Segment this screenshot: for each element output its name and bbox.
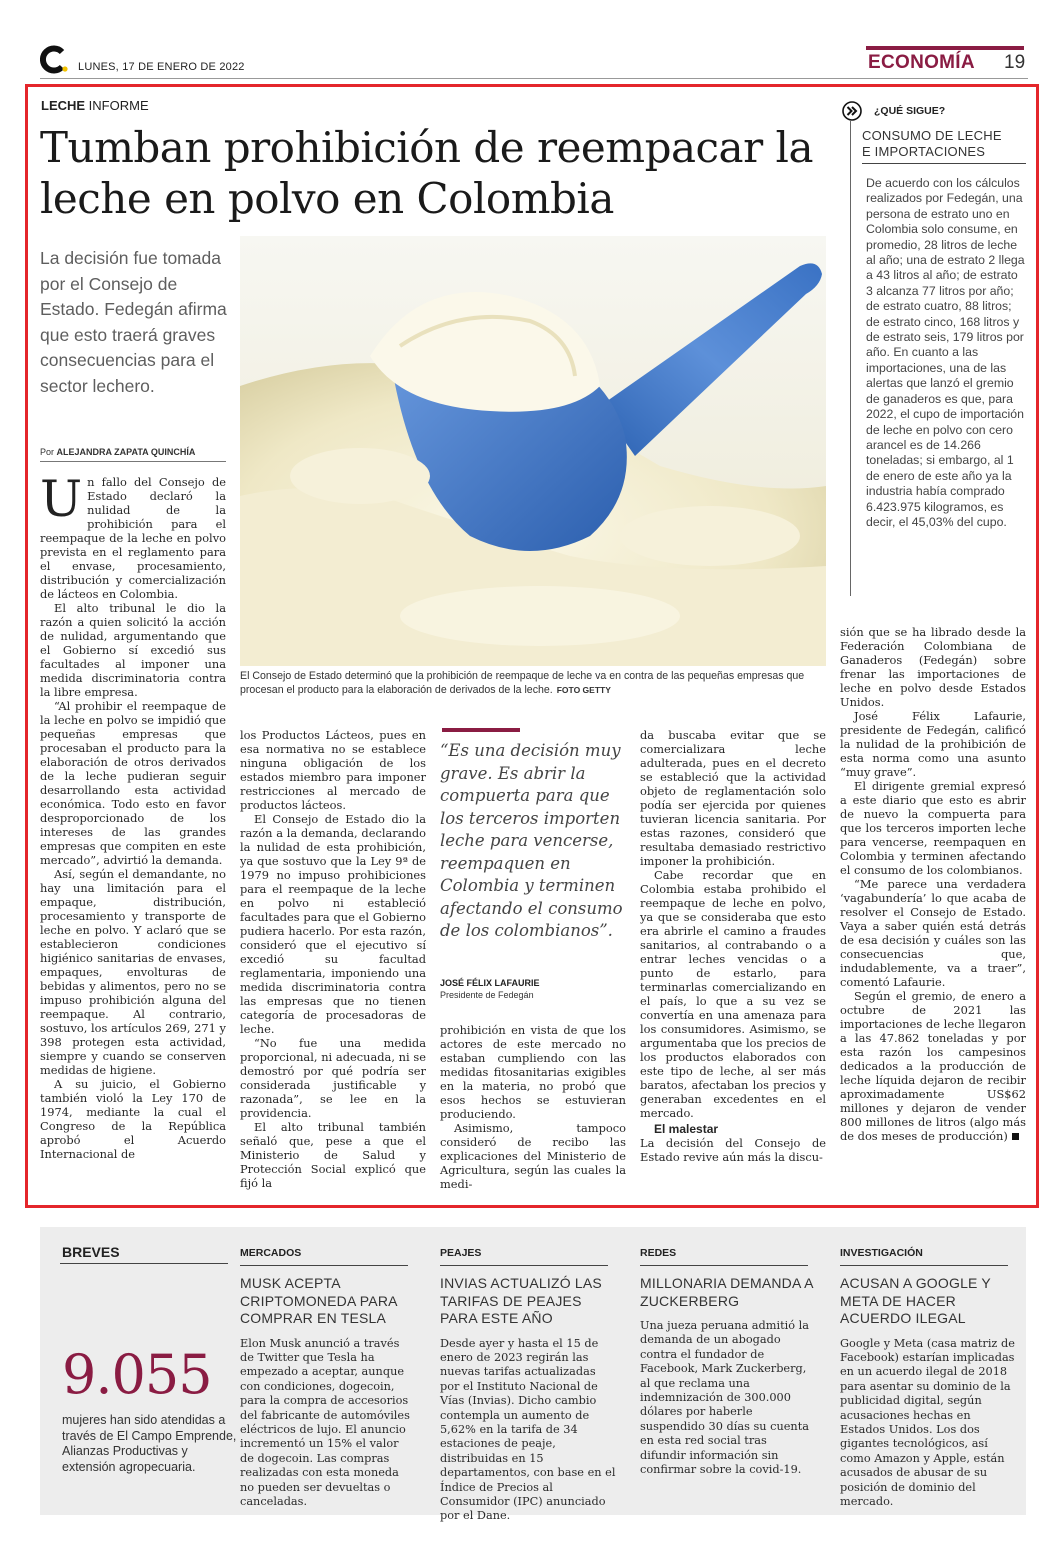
brief-title: INVIAS ACTUALIZÓ LAS TARIFAS DE PEAJES PARA ESTE AÑO [440,1275,602,1326]
article-paragraph: “Me parece una verdadera ‘vagabundería’ lo que acaba de resolver el Consejo de Estado. Vaya a saber quién está detrás de esa decisión y cuáles son las consecuencias que, indudablemente, va a traer”, comentó Lafaurie. [840,877,1026,989]
breves-label: BREVES [62,1244,120,1260]
kicker-topic: LECHE [41,98,86,113]
sidebar-topic-line-1: CONSUMO DE LECHE [862,128,1002,143]
brief-redes [640,1247,816,1477]
brief-title: ACUSAN A GOOGLE Y META DE HACER ACUERDO ILEGAL [840,1275,991,1326]
brief-peajes [440,1247,616,1524]
article-subhead: El malestar [654,1122,719,1136]
brief-text: Una jueza peruana admitió la demanda de un abogado contra el fundador de Facebook, Mark Zuckerberg, al que reclama una indemnización de 300.000 dólares por haberle suspendido 30 días su cuenta en esta red social tras difundir información sin confirmar sobre la covid-19. [640,1319,809,1477]
brief-mercados [240,1247,416,1509]
pull-quote-author: JOSÉ FÉLIX LAFAURIE [440,978,540,988]
article-column-5 [840,625,1026,1143]
article-paragraph: A su juicio, el Gobierno también violó la Ley 170 de 1974, mediante la cual el Congreso de la República aprobó el Acuerdo Internacional de [40,1077,226,1161]
article-deck: La decisión fue tomada por el Consejo de Estado. Fedegán afirma que esto traerá graves consecuencias para el sector lechero. [40,248,227,396]
article-byline [40,447,226,462]
article-paragraph: El alto tribunal le dio la razón a quien solicitó la acción de nulidad, argumentando que el Gobierno sí excedió sus facultades al imponer una medida discriminatoria contra la libre empresa. [40,601,226,699]
brief-text: Elon Musk anunció a través de Twitter que Tesla ha empezado a aceptar, aunque con condiciones, dogecoin, para la compra de accesorios del fabricante de automóviles eléctricos de lujo. El anuncio incrementó un 15% el valor de dogecoin. Las compras realizadas con esta moneda no pueden ser devueltas o canceladas. [240,1336,410,1508]
sidebar-body: De acuerdo con los cálculos realizados por Fedegán, una persona de estrato uno en Colombia solo consume, en promedio, 28 litros de leche al año; una de estrato 2 llega a 43 litros al año; de estrato 3 alcanza 77 litros por año; de estrato cuatro, 88 litros; de estrato cinco, 168 litros y de estrato seis, 179 litros por año. En cuanto a las importaciones, una de las alertas que lanzó el gremio de ganaderos es que, para 2022, el cupo de importación de leche en polvo con cero arancel es de 14.266 toneladas; si embargo, al 1 de enero de este año ya la industria había comprado 6.423.975 kilogramos, es decir, el 45,03% del cupo. [866,176,1025,529]
drop-cap: U [40,470,83,528]
sidebar-topic-rule [862,163,1026,164]
newspaper-logo-icon [40,44,70,74]
sidebar-topic [862,128,1002,160]
article-paragraph: El Consejo de Estado dio la razón a la demanda, declarando la nulidad de esta prohibición, ya que sostuvo que la Ley 9ª de 1979 no impuso prohibiciones para el reempaque de la leche en polvo ni estableció facultades para que el Gobierno pudiera hacerlo. Por esta razón, consideró que el ejecutivo sí excedió su facultad reglamentaria, imponiendo una medida discriminatoria contra las empresas que no tienen categoría de procesadoras de leche. [240,812,426,1036]
end-of-article-mark [1012,1133,1019,1140]
article-paragraph: da buscaba evitar que se comercializara leche adulterada, pues en el decreto se estableció que la actividad objeto de reglamentación solo podía ser ejercida por quienes tuvieran licencia sanitaria. Por estas razones, consideró que resultaba demasiado restrictivo imponer la prohibición. [640,728,826,868]
breves-rule [60,1263,228,1264]
byline-prefix: Por [40,447,57,457]
article-column-3 [440,1023,626,1191]
article-paragraph: sión que se ha librado desde la Federación Colombiana de Ganaderos (Fedegán) sobre frenar las importaciones de leche en polvo desde Estados Unidos. [840,625,1026,709]
breves-stat-number: 9.055 [62,1343,212,1406]
brief-category-rule [640,1265,808,1266]
photo-credit: FOTO GETTY [556,685,611,695]
breves-stat-caption: mujeres han sido atendidas a través de El Campo Emprende, Alianzas Productivas y extensión agropecuaria. [62,1413,237,1474]
article-paragraph: Un fallo del Consejo de Estado declaró la nulidad de la prohibición para el reempaque de la leche en polvo prevista en el reglamento para el envase, procesamiento, distribución y comercialización de lácteos en Colombia. [40,470,226,601]
pull-quote-role: Presidente de Fedegán [440,990,534,1000]
brief-title: MILLONARIA DEMANDA A ZUCKERBERG [640,1275,813,1309]
brief-category-rule [440,1265,608,1266]
article-paragraph: El alto tribunal también señaló que, pese a que el Ministerio de Salud y Protección Social explicó que fijó la [240,1120,426,1190]
article-paragraph: “Al prohibir el reempaque de la leche en polvo se impidió que pequeñas empresas que procesaban el producto para la elaboración de otros derivados de la leche pudieran seguir desarrollando esta actividad económica. Todo esto en favor desproporcionado de los intereses de las grandes empresas que compiten en este mercado”, advirtió la demanda. [40,699,226,867]
kicker-type: INFORME [85,98,149,113]
article-paragraph: José Félix Lafaurie, presidente de Fedegán, calificó la nulidad de la prohibición de esta norma como una asunto “muy grave”. [840,709,1026,779]
brief-category: REDES [640,1247,677,1259]
brief-text: Desde ayer y hasta el 15 de enero de 2023 regirán las nuevas tarifas actualizadas por el Instituto Nacional de Vías (Invias). Dicho cambio contempla un aumento de 5,62% en la tarifa de 34 estaciones de peaje, distribuidas en 15 departamentos, con base en el Índice de Precios al Consumidor (IPC) anunciado por el Dane. [440,1336,616,1523]
sidebar-vertical-rule [850,120,851,596]
pull-quote-bar [442,728,520,732]
brief-text: Google y Meta (casa matriz de Facebook) estarían implicadas en un acuerdo ilegal de 2018 para asentar su dominio de la publicidad digital, según acusaciones hechas en Estados Unidos. Los dos gigantes tecnológicos, así como Amazon y Apple, están acusados de abusar de su posición de dominio del mercado. [840,1336,1015,1508]
brief-title: MUSK ACEPTA CRIPTOMONEDA PARA COMPRAR EN TESLA [240,1275,397,1326]
sidebar-label: ¿QUÉ SIGUE? [874,105,946,117]
brief-category: PEAJES [440,1247,482,1259]
article-headline: Tumban prohibición de reempacar la leche en polvo en Colombia [40,123,814,223]
page-number: 19 [1004,52,1026,73]
article-paragraph: Así, según el demandante, no hay una limitación para el empaque, distribución, procesamiento y transporte de leche en polvo. Y aclaró que se establecieron condiciones higiénico sanitarias de envases, empaques, envolturas de bebidas y alimentos, pero no se impuso prohibición alguna del reempaque. Al contrario, sostuvo, los artículos 269, 271 y 398 protegen esta actividad, siempre y cuando se conserven medidas de higiene. [40,867,226,1077]
article-paragraph: “No fue una medida proporcional, ni adecuada, ni se demostró por qué podría ser considerada justificable y razonada”, se lee en la providencia. [240,1036,426,1120]
article-paragraph: La decisión del Consejo de Estado revive aún más la discu- [640,1136,826,1164]
breves-section [40,1227,1026,1523]
article-column-2 [240,728,426,1190]
section-label [866,46,1028,76]
brief-category: INVESTIGACIÓN [840,1247,923,1259]
article-column-1 [40,470,226,1161]
section-name: ECONOMÍA [868,52,975,73]
byline-author: ALEJANDRA ZAPATA QUINCHÍA [56,447,196,457]
article-paragraph: los Productos Lácteos, pues en esa normativa no se establece ninguna obligación de los estados miembro para imponer restricciones al mercado de productos lácteos. [240,728,426,812]
article-paragraph: Cabe recordar que en Colombia estaba prohibido el reempaque de leche en polvo, ya que se consideraba que esto era abrirle el camino a fraudes sanitarios, al contrabando o a entrar leches vencidas o a punto de estarlo, para terminarlas comercializando en el país, lo que a su vez se convertía en una amenaza para los consumidores. Asimismo, se argumentaba que los precios de los productos elaborados con este tipo de leche, al ser más baratos, afectaban los precios y generaban excedentes en el mercado. [640,868,826,1120]
article-paragraph: Asimismo, tampoco consideró de recibo las explicaciones del Ministerio de Agricultura, según las cuales la medi- [440,1121,626,1191]
brief-category-rule [840,1265,1008,1266]
header-date: LUNES, 17 DE ENERO DE 2022 [78,61,245,73]
milk-powder-scoop-photo [240,236,826,666]
brief-category: MERCADOS [240,1247,302,1259]
double-chevron-right-icon [842,101,862,121]
header-rule [40,78,1028,79]
article-paragraph: prohibición en vista de que los actores de este mercado no estaban cumpliendo con las medidas fitosanitarias exigibles en la materia, no probó que esos hechos se estuvieran produciendo. [440,1023,626,1121]
article-kicker [41,98,149,113]
brief-investigacion [840,1247,1016,1509]
sidebar-topic-line-2: E IMPORTACIONES [862,144,986,159]
pull-quote-text: “Es una decisión muy grave. Es abrir la compuerta para que los terceros importen leche para vencerse, reempaquen en Colombia y terminen afectando el consumo de los colombianos”. [440,741,623,940]
section-bar [866,46,1024,50]
brief-category-rule [240,1265,408,1266]
photo-caption [240,669,826,697]
article-paragraph: El dirigente gremial expresó a este diario que esto es abrir de nuevo la compuerta para que los terceros importen leche para vencerse, reempaquen en Colombia y terminen afectando el consumo de los colombianos. [840,779,1026,877]
article-column-4 [640,728,826,1164]
article-paragraph: Según el gremio, de enero a octubre de 2021 las importaciones de leche llegaron a las 47.862 toneladas y por esta razón los campesinos dedicados a la producción de leche líquida dejaron de recibir aproximadamente US$62 millones y dejaron de vender 800 millones de litros (algo más de dos meses de producción) [840,989,1026,1143]
caption-text: El Consejo de Estado determinó que la prohibición de reempaque de leche va en contra de las pequeñas empresas que procesan el producto para la elaboración de derivados de la leche. [240,670,805,696]
